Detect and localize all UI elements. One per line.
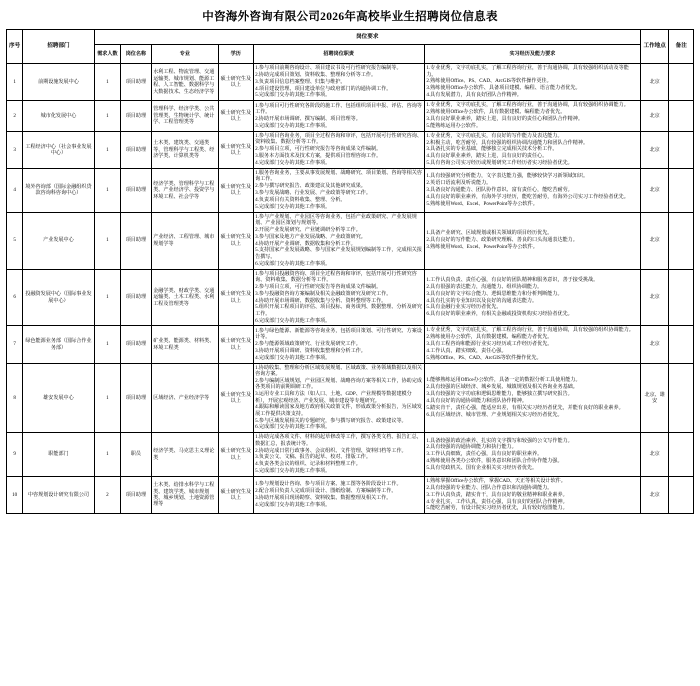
cell-note — [669, 64, 694, 101]
cell-req: 1.专业优秀，文字功底扎实，有良好的写作能力及表达能力。 2.积极主动，吃苦耐劳，具有较强的组织协调沟通能力和团队合作精神。 3.具备扎实的专业基础，能够独立完成相关技术分析工作。 4.具有良好职业素养，踏实上进，具有良好的责任心。 5.具有咨询公司实习经历或规划研究工作经历者实习经验者优先。 — [424, 131, 640, 168]
cell-note — [669, 476, 694, 513]
cell-major: 金融学类、财政学类、交通运输类、土木工程类、水利工程及管理类等 — [151, 269, 218, 326]
cell-seq: 9 — [7, 433, 23, 477]
cell-major: 区域经济、产业经济学等 — [151, 363, 218, 433]
cell-location: 北京 — [640, 476, 669, 513]
cell-num: 1 — [94, 101, 120, 131]
cell-post: 项目助理 — [121, 131, 152, 168]
cell-post: 项目助理 — [121, 101, 152, 131]
table-row — [7, 326, 694, 363]
cell-note — [669, 212, 694, 269]
cell-major: 管理科学、经济学类、公共管理类、生物统计学、统计学、工程管理类等 — [151, 101, 218, 131]
recruitment-table — [6, 29, 694, 514]
col-header-note: 备注 — [669, 30, 694, 64]
cell-location: 北京 — [640, 64, 669, 101]
col-header-duty: 招聘岗位职责 — [253, 45, 424, 64]
col-header-dept: 招聘部门 — [23, 30, 94, 64]
cell-num: 2 — [94, 476, 120, 513]
cell-location: 北京、雄安 — [640, 363, 669, 433]
cell-location: 北京 — [640, 269, 669, 326]
cell-degree: 硕士研究生及以上 — [218, 131, 253, 168]
col-header-seq: 序号 — [7, 30, 23, 64]
cell-post: 项目助理 — [121, 64, 152, 101]
cell-req: 1.专业优秀，文字功底扎实，了解工程咨询行业，善于沟通协调，具有较强组织活动及等能力。 2.熟练使用Office、PS、CAD、ArcGIS等软件操作更佳。 3.熟练使用Office办公软件、具备项目建模、编程、语言能力者优先。 4.具有发展潜力，具有良好团队合作精神。 — [424, 64, 640, 101]
cell-duty: 1.参与产业规划、产业园区等咨询业务，包括产业政策研究、产业发展规划、产业园区策划与规划等。 2.开展产业发展研究、产业链调研分析等工作。 3.参与国家及地方产业发展战略、产业政策研究。 4.协助开展产业调研、数据收集和分析工作。 5.支持国家产业发展战略、参与国家产业发展规划编制等工作，完成相关报告撰写。 6.完成部门交办的其他工作事项。 — [253, 212, 424, 269]
col-header-requirements: 岗位要求 — [94, 30, 640, 45]
cell-post: 项目助理 — [121, 363, 152, 433]
col-header-degree: 学历 — [218, 45, 253, 64]
cell-duty: 1.协助完成各项文件、材料的起草修改等工作，撰写各类文档、报告汇总，数据汇总，报表统计等。 2.协助完成日常行政事务、会议组织、文件管理、资料归档等工作。 3.负责公文、文稿、报告的起草、校对、排版工作。 4.负责各类会议的组织、记录和材料整理工作。 5.完成部门交办的其他工作事项。 — [253, 433, 424, 477]
cell-duty: 1.参与规划设计咨询、参与项目方案、施工图等各阶段设计工作。 2.配合项目负责人完成项目设计、图纸绘制、方案编制等工作。 3.协助开展项目现场勘察、资料收集、数据整理及相关工作。 4.完成部门交办的其他工作事项。 — [253, 476, 424, 513]
cell-degree: 硕士研究生及以上 — [218, 64, 253, 101]
cell-seq: 2 — [7, 101, 23, 131]
cell-num: 1 — [94, 269, 120, 326]
table-body — [7, 64, 694, 514]
cell-seq: 1 — [7, 64, 23, 101]
page-title: 中咨海外咨询有限公司2026年高校毕业生招聘岗位信息表 — [202, 11, 498, 23]
cell-seq: 10 — [7, 476, 23, 513]
table-row — [7, 131, 694, 168]
table-header-row — [7, 45, 694, 64]
cell-major: 经济学类、马克思主义理论类 — [151, 433, 218, 477]
table-row — [7, 64, 694, 101]
cell-degree: 硕士研究生及以上 — [218, 169, 253, 213]
table-row — [7, 363, 694, 433]
cell-seq: 7 — [7, 326, 23, 363]
cell-num: 1 — [94, 64, 120, 101]
cell-note — [669, 169, 694, 213]
cell-seq: 4 — [7, 169, 23, 213]
cell-req: 1.专业优秀，文字功底扎实，了解工程咨询行业，善于沟通协调，具有较强组织协调能力。 2.熟练使用Office办公软件，具有数据建模、编程能力者优先。 3.具有良好职业素养，踏实上进，具有良好的责任心和团队合作精神。 5.能熟练运用办公软件。 — [424, 101, 640, 131]
cell-num: 1 — [94, 212, 120, 269]
col-header-num: 需求人数 — [94, 45, 120, 64]
table-row — [7, 433, 694, 477]
cell-duty: 1.参与绿色能源、新能源等咨询业务，包括项目策划、可行性研究、方案设计等。 2.参与能源领域政策研究、行业发展研究工作。 3.协助开展项目调研、资料收集整理和分析工作。 4.完成部门交办的其他工作事项。 — [253, 326, 424, 363]
cell-duty: 1.参与项目可行性研究各阶段的施工作、包括组织项目申报、评估、咨询等工作。 2.协助开展市场调研、撰写编制、项目管理等。 3.完成部门交办的其他工作事项。 — [253, 101, 424, 131]
cell-location: 北京 — [640, 169, 669, 213]
cell-degree: 硕士研究生及以上 — [218, 269, 253, 326]
cell-major: 产业经济、工程管理、城市规划学等 — [151, 212, 218, 269]
cell-degree: 硕士研究生及以上 — [218, 101, 253, 131]
cell-seq: 5 — [7, 212, 23, 269]
table-row — [7, 269, 694, 326]
cell-location: 北京 — [640, 433, 669, 477]
cell-dept: 绿色能源业务部（国际合作业务部） — [23, 326, 94, 363]
cell-post: 职员 — [121, 433, 152, 477]
cell-location: 北京 — [640, 212, 669, 269]
cell-degree: 硕士研究生及以上 — [218, 476, 253, 513]
cell-req: 1.具有较强研究分析能力，文字表达能力强，能够较快学习新领域知识。 2.英语口语流利及听说能力。 3.具备良好沟通能力、团队协作意识、富有责任心，能吃苦耐劳。 4.具有良好的职业素养，有海外学习经历，能吃苦耐劳，有海外公司实习工作经验者优先。 5.熟练使用Word、Excel、PowerPoint等办公软件。 — [424, 169, 640, 213]
cell-post: 项目助理 — [121, 212, 152, 269]
cell-num: 1 — [94, 131, 120, 168]
cell-dept: 中咨规划设计研究有限公司 — [23, 476, 94, 513]
table-row — [7, 212, 694, 269]
table-header-group-row — [7, 30, 694, 45]
cell-dept: 城市化发展中心 — [23, 101, 94, 131]
cell-degree: 硕士研究生及以上 — [218, 326, 253, 363]
cell-location: 北京 — [640, 131, 669, 168]
cell-num: 1 — [94, 363, 120, 433]
cell-seq: 3 — [7, 131, 23, 168]
col-header-req: 实习经历及能力要求 — [424, 45, 640, 64]
cell-post: 项目助理 — [121, 326, 152, 363]
col-header-major: 专业 — [151, 45, 218, 64]
cell-duty: 1.服务咨询业务，主要从事发展规划、战略研究、项目策划、咨询等相关咨询工作。 2.参与撰写研究报告、政策建议及其他研究成果。 3.参与发展战略、行业发展、产业政策等研究工作。 4.负责项目有关资料收集、整理、分析。 5.完成部门交办的其他工作事项。 — [253, 169, 424, 213]
cell-major: 土木类、建筑类、交通类等，管理科学与工程类、经济学类、计算机类等 — [151, 131, 218, 168]
cell-note — [669, 101, 694, 131]
cell-degree: 硕士研究生及以上 — [218, 363, 253, 433]
cell-post: 项目助理 — [121, 476, 152, 513]
cell-degree: 硕士研究生及以上 — [218, 433, 253, 477]
cell-note — [669, 433, 694, 477]
cell-post: 项目助理 — [121, 269, 152, 326]
cell-duty: 1.协助收集、整理和分析区域发展规划、区域政策、业务领域数据以及相关咨询方案。 2.参与编制区域规划、产业园区规划、战略咨询方案等相关工作，协助完成各类项目的前期调研工作。 3.运用专业工具和方法（如人口、土地、GDP、产业规模等数据建模分析），开展宏观经济、产业发展、城市建设等专题研究。 4.跟踪和解读国家及地方政府相关政策文件，形成政策分析报告，为区域发展工作提供决策支持。 5.参与区域发展相关的专题研究，参与撰写研究报告、政策建议等。 6.完成部门交办的其他工作事项。 — [253, 363, 424, 433]
cell-location: 北京 — [640, 101, 669, 131]
cell-req: 1.具备产业研究、区域规划或相关领域的项目经历优先。 2.具有良好的写作能力、政策研究理解、善良的口头沟通表达能力。 3.熟练使用Word、Excel、PowerPoint等办公软件。 — [424, 212, 640, 269]
cell-dept: 工程经济中心（社会事业发展中心） — [23, 131, 94, 168]
cell-req: 1.熟练掌握Office办公软件，掌握CAD、天正等相关设计软件。 2.具有较强的专业能力、团队合作意识和沟通协调能力。 3.工作认真负责，踏实肯干，具有良好的敬业精神和职业素养。 4.专业扎实，工作认真，责任心强，具有良好的团队合作精神。 5.能吃苦耐劳，有设计院实习经历者优先，具有较好绘图能力。 — [424, 476, 640, 513]
cell-num: 1 — [94, 326, 120, 363]
table-row — [7, 169, 694, 213]
cell-note — [669, 269, 694, 326]
cell-note — [669, 326, 694, 363]
cell-req: 1.专业优秀，文字功底扎实，了解工程咨询行业，善于沟通协调，具有较强的组织协调能力。 2.熟练使用办公软件，具有数据建模、编程能力者优先。 3.具有工程咨询和能源行业实习经历或工作经历者优先。 4.工作认真，踏实细致，责任心强。 5.熟练Office、PS、CAD、ArcGIS等软件操作优先。 — [424, 326, 640, 363]
cell-duty: 1.参与项目投融资咨询、项目全过程咨询和审评，包括开展可行性研究咨询、资料收集、数据分析等工作。 2.参与项目立项，可行性研究报告等咨询成果文件编制。 3.参与投融资咨询方案编制及相关金融政策研究及研究工作。 4.协助开展市场调研、数据收集与分析、资料整理等工作。 5.组织开展工程项目的评估、项目投标、商务谈判、数据整理、分析及研究工作。 6.完成部门交办的其他工作事项。 — [253, 269, 424, 326]
cell-seq: 6 — [7, 269, 23, 326]
cell-major: 水利工程、物流管理、交通运输类、城市规划、能源工程、人工智能、数据科学与大数据技术、生态经济学等 — [151, 64, 218, 101]
cell-dept: 投融资发展中心（国际事业发展中心） — [23, 269, 94, 326]
cell-dept: 职能部门 — [23, 433, 94, 477]
cell-dept: 前期设施发展中心 — [23, 64, 94, 101]
cell-major: 矿业类、能源类、材料类、环境工程类 — [151, 326, 218, 363]
cell-dept: 产业发展中心 — [23, 212, 94, 269]
cell-note — [669, 363, 694, 433]
cell-num: 1 — [94, 433, 120, 477]
cell-note — [669, 131, 694, 168]
cell-degree: 硕士研究生及以上 — [218, 212, 253, 269]
cell-major: 经济学类、管理科学与工程类、产业经济学、投资学与环境工程、社会学等 — [151, 169, 218, 213]
col-header-post: 岗位名称 — [121, 45, 152, 64]
cell-duty: 1.参与项目前期咨询设计、项目建议书及可行性研究报告编制等。 2.协助完成项目策划、资料收集、整理和分析等工作。 3.负责项目信息档案整理、归集与维护。 4.项目建设管理、项目建设单位与政府部门的沟通协调工作。 5.完成部门交办的其他工作事项。 — [253, 64, 424, 101]
cell-seq: 8 — [7, 363, 23, 433]
table-row — [7, 476, 694, 513]
cell-duty: 1.参与项目咨询业务，项目全过程咨询和审评，包括开展可行性研究咨询、资料收集、数据分析等工作。 2.参与项目立项，可行性研究报告等咨询成果文件编制。 3.服务本方面技术及技术方案，提供项目管理咨询工作。 4.完成部门交办的其他工作事项。 — [253, 131, 424, 168]
cell-post: 项目助理 — [121, 169, 152, 213]
cell-dept: 境外咨询部（国际金融组织贷款咨询科咨询中心） — [23, 169, 94, 213]
cell-major: 土木类、给排水科学与工程类、建筑学类、城市规划类、城乡规划、土地资源管理等 — [151, 476, 218, 513]
cell-req: 1.具备较强的政治素养、扎实的文字撰写和较强的公文写作能力。 2.具有较强的沟通协调能力和执行能力。 3.工作认真细致，责任心强，具有良好的职业素养。 4.熟练使用各类办公软件，服务意识和团队合作协作能力强。 5.具有党政机关、国有企业相关实习经历者优先。 — [424, 433, 640, 477]
cell-req: 1.能够熟练运用Office办公软件，具备一定的数据分析工具使用能力。 2.具有较强的区域经济、城乡发展、城镇规划及相关咨询业务基础。 3.具有较强的文字功底和逻辑思维能力，能够独立撰写研究报告。 4.具有良好的沟通协调能力和团队协作精神。 5.踏实肯干，责任心强，能适应出差，有相关实习经历者优先，并能有良好的职业素养。 6.具有区域经济、城市管理、产业规划相关实习经历者优先。 — [424, 363, 640, 433]
cell-location: 北京 — [640, 326, 669, 363]
col-header-location: 工作地点 — [640, 30, 669, 64]
cell-num: 1 — [94, 169, 120, 213]
cell-dept: 雄安发展中心 — [23, 363, 94, 433]
cell-req: 1.工作认真负责、责任心强，有良好的团队精神和服务意识，善于接受挑战。 2.具有很强的表达能力，沟通能力、组织协调能力。 3.具有良好的文字综合能力、逻辑思维能力和分析判断能力。 4.具有扎实的专业知识以及良好的沟通表达能力。 5.具有金融行业实习经历者优先。 6.具有良好的职业素养，有相关金融或投资机构实习经验者优先。 — [424, 269, 640, 326]
table-row — [7, 101, 694, 131]
